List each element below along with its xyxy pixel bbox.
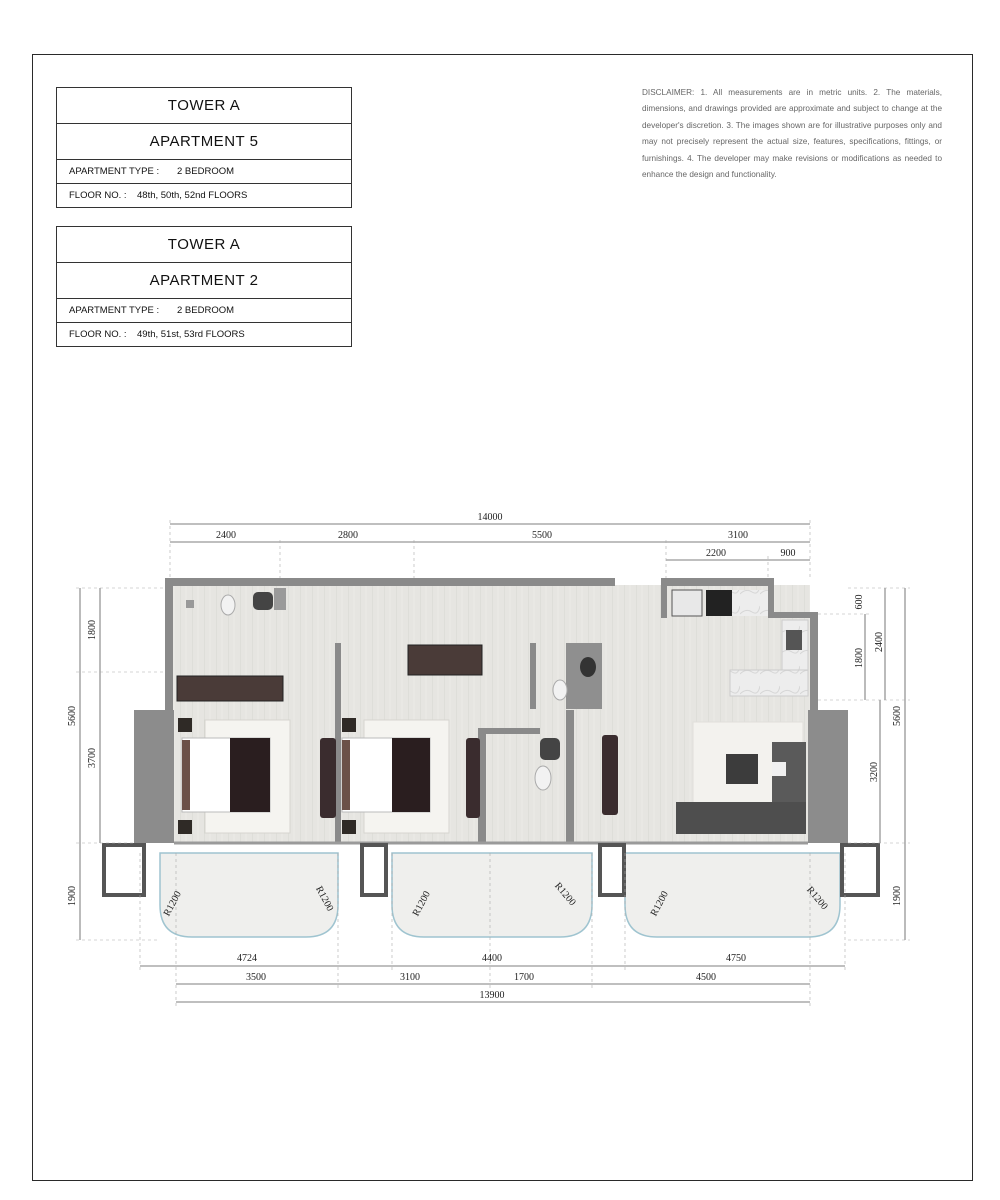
floor-label: FLOOR NO. :	[69, 329, 127, 340]
dim-bottom-total: 13900	[479, 990, 505, 1001]
sink	[786, 630, 802, 650]
right-wall	[810, 612, 818, 710]
toilet	[535, 766, 551, 790]
dim-room-1: 3500	[246, 972, 266, 983]
apartment-type-value: 2 BEDROOM	[177, 305, 235, 316]
apartment-type-label: APARTMENT TYPE :	[69, 305, 160, 316]
wardrobe-bedroom-1	[177, 676, 283, 701]
right-column	[808, 710, 848, 843]
shower-head-icon	[186, 600, 194, 608]
basin	[580, 657, 596, 677]
wc-wall	[530, 643, 536, 709]
bath-wall-top	[478, 728, 540, 734]
dim-top-3: 5500	[532, 530, 552, 541]
dim-right-4: 5600	[892, 706, 903, 726]
dim-top-2: 2800	[338, 530, 358, 541]
radius-label: R1200	[552, 880, 578, 909]
sofa	[676, 802, 806, 834]
apartment-label: APARTMENT 5	[57, 124, 351, 160]
kitchen-side-wall	[768, 578, 774, 614]
floor-label: FLOOR NO. :	[69, 190, 127, 201]
floor-value: 49th, 51st, 53rd FLOORS	[137, 329, 245, 340]
nightstand	[178, 718, 192, 732]
oven	[672, 590, 702, 616]
fin	[600, 845, 624, 895]
headboard	[182, 740, 190, 810]
dim-room-4: 4500	[696, 972, 716, 983]
bench	[602, 735, 618, 815]
kitchen-wall	[661, 578, 667, 618]
dim-balcony-3: 4750	[726, 953, 746, 964]
dim-kitchen-2: 900	[780, 548, 796, 559]
toilet	[221, 595, 235, 615]
nightstand	[178, 820, 192, 834]
floor-value: 48th, 50th, 52nd FLOORS	[137, 190, 248, 201]
book	[772, 762, 786, 776]
nightstand	[342, 820, 356, 834]
small-wall	[274, 588, 286, 610]
bench	[320, 738, 336, 818]
tower-label: TOWER A	[57, 227, 351, 263]
radius-label: R1200	[161, 889, 184, 919]
bench	[466, 738, 480, 818]
dim-room-3: 1700	[514, 972, 534, 983]
dim-right-5: 3200	[869, 762, 880, 782]
dim-right-1: 600	[854, 594, 865, 610]
dim-left-3: 3700	[87, 748, 98, 768]
radius-label: R1200	[313, 884, 336, 914]
top-wall-left	[165, 578, 615, 586]
dim-left-4: 1900	[67, 886, 78, 906]
dim-top-total: 14000	[477, 512, 503, 523]
fin	[104, 845, 144, 895]
radius-label: R1200	[410, 889, 433, 919]
dim-top-1: 2400	[216, 530, 236, 541]
dim-right-2: 2400	[874, 632, 885, 652]
dim-left-2: 5600	[67, 706, 78, 726]
dim-right-6: 1900	[892, 886, 903, 906]
dim-balcony-2: 4400	[482, 953, 502, 964]
fin	[362, 845, 386, 895]
left-column	[134, 710, 174, 843]
washbasin	[540, 738, 560, 760]
radius-label: R1200	[804, 884, 830, 913]
counter	[732, 590, 768, 616]
dim-balcony-1: 4724	[237, 953, 257, 964]
radius-label: R1200	[648, 889, 671, 919]
bed-throw	[230, 738, 270, 812]
wc-block	[566, 643, 602, 709]
left-wall	[165, 578, 173, 710]
dim-left-1: 1800	[87, 620, 98, 640]
tower-label: TOWER A	[57, 88, 351, 124]
wardrobe-bedroom-2	[408, 645, 482, 675]
top-wall-right	[661, 578, 769, 586]
apartment-label: APARTMENT 2	[57, 263, 351, 299]
balcony-1	[160, 853, 338, 937]
nightstand	[342, 718, 356, 732]
dim-room-2: 3100	[400, 972, 420, 983]
headboard	[342, 740, 350, 810]
apartment-type-label: APARTMENT TYPE :	[69, 166, 160, 177]
apartment-type-value: 2 BEDROOM	[177, 166, 235, 177]
cooktop	[706, 590, 732, 616]
bed-throw	[392, 738, 430, 812]
dim-right-3: 1800	[854, 648, 865, 668]
dim-top-4: 3100	[728, 530, 748, 541]
kitchen-return-wall	[768, 612, 816, 618]
dim-kitchen-1: 2200	[706, 548, 726, 559]
coffee-table	[726, 754, 758, 784]
washbasin	[253, 592, 273, 610]
disclaimer-text: DISCLAIMER: 1. All measurements are in metric units. 2. The materials, dimensions, and drawings provided are approximate and subject to change at the developer's discretion. 3. The images shown are for illustrative purposes only and may not precisely represent the actual size, features, specifications, fittings, or furnishings. 4. The developer may make revisions or modifications as needed to enhance the design and functionality.	[642, 88, 942, 180]
toilet	[553, 680, 567, 700]
fin	[842, 845, 878, 895]
bath-wall-right	[566, 710, 574, 843]
kitchen-island	[730, 670, 808, 696]
